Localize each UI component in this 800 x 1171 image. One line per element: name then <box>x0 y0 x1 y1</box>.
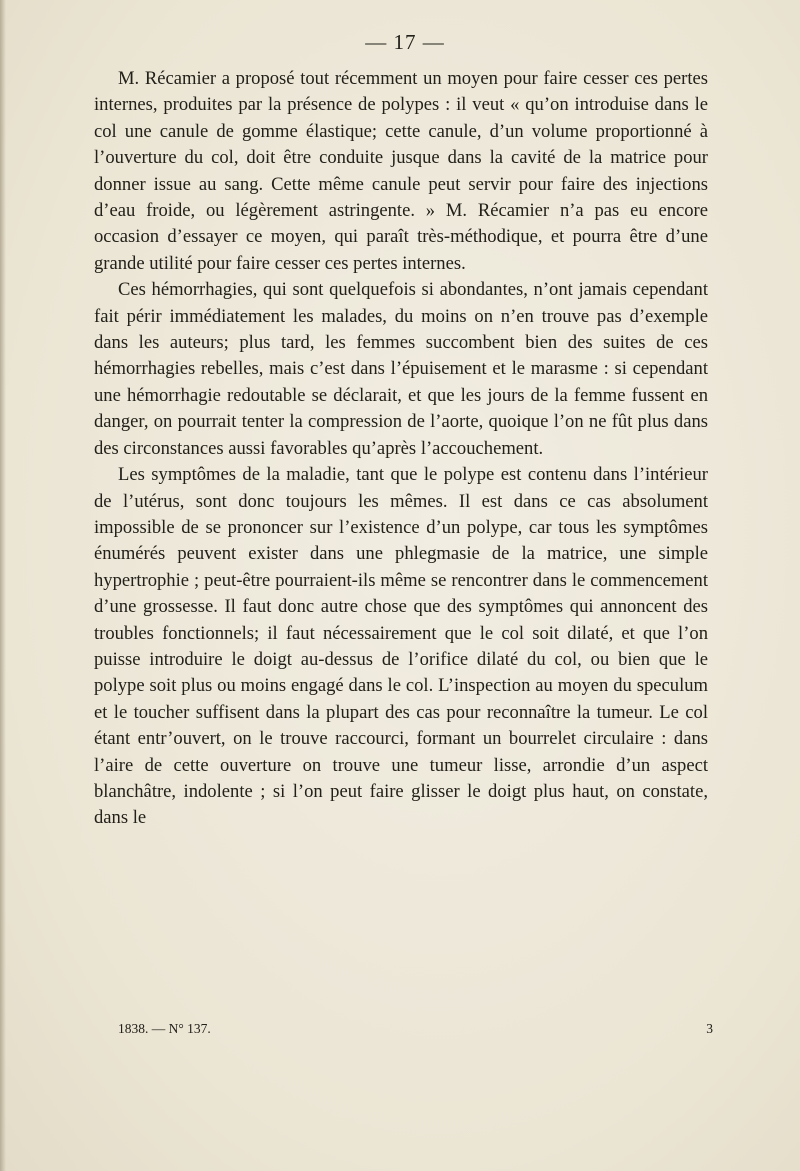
paragraph: Les symptômes de la maladie, tant que le polype est contenu dans l’intérieur de l’utérus, sont donc toujours les mêmes. Il est dans ce cas absolument impossible de se prononcer sur l’existence d’un polype, car tous les symptômes énumérés peuvent exister dans une phlegmasie de la matrice, une simple hypertrophie ; peut-être pourraient-ils même se rencontrer dans le commencement d’une grossesse. Il faut donc autre chose que des symptômes qui annoncent des troubles fonctionnels; il faut nécessairement que le col soit dilaté, et que l’on puisse introduire le doigt au-dessus de l’orifice dilaté du col, ou bien que le polype soit plus ou moins engagé dans le col. L’inspection au moyen du speculum et le toucher suffisent dans la plupart des cas pour reconnaître la tumeur. Le col étant entr’ouvert, on le trouve raccourci, formant un bourrelet circulaire : dans l’aire de cette ouverture on trouve une tumeur lisse, arrondie d’un aspect blanchâtre, indolente ; si l’on peut faire glisser le doigt plus haut, on constate, dans le <box>94 464 708 829</box>
signature-mark: 1838. — N° 137. <box>118 1021 211 1036</box>
page-number: — 17 — <box>365 30 445 54</box>
paragraph: Ces hémorrhagies, qui sont quelquefois si abondantes, n’ont jamais cependant fait périr immédiatement les malades, du moins on n’en trouve pas d’exemple dans les auteurs; plus tard, les femmes succombent bien des suites de ces hémorrhagies rebelles, mais c’est dans l’épuisement et le marasme : si cependant une hémorrhagie redoutable se déclarait, et que les jours de la femme fussent en danger, on pourrait tenter la compression de l’aorte, quoique l’on ne fût plus dans des circonstances aussi favorables qu’après l’accouchement. <box>94 279 708 459</box>
paragraph: M. Récamier a proposé tout récemment un moyen pour faire cesser ces pertes internes, produites par la présence de polypes : il veut « qu’on introduise dans le col une canule de gomme élastique; cette canule, d’un volume proportionné à l’ouverture du col, doit être conduite jusque dans la cavité de la matrice pour donner issue au sang. Cette même canule peut servir pour faire des injections d’eau froide, ou légèrement astringente. » M. Récamier n’a pas eu encore occasion d’essayer ce moyen, qui paraît très-méthodique, et pourra être d’une grande utilité pour faire cesser ces pertes internes. <box>94 68 708 274</box>
page-binding-edge <box>0 0 6 1171</box>
gathering-number: 3 <box>706 1021 713 1036</box>
body-text <box>94 66 708 832</box>
page-footer <box>118 1021 713 1037</box>
